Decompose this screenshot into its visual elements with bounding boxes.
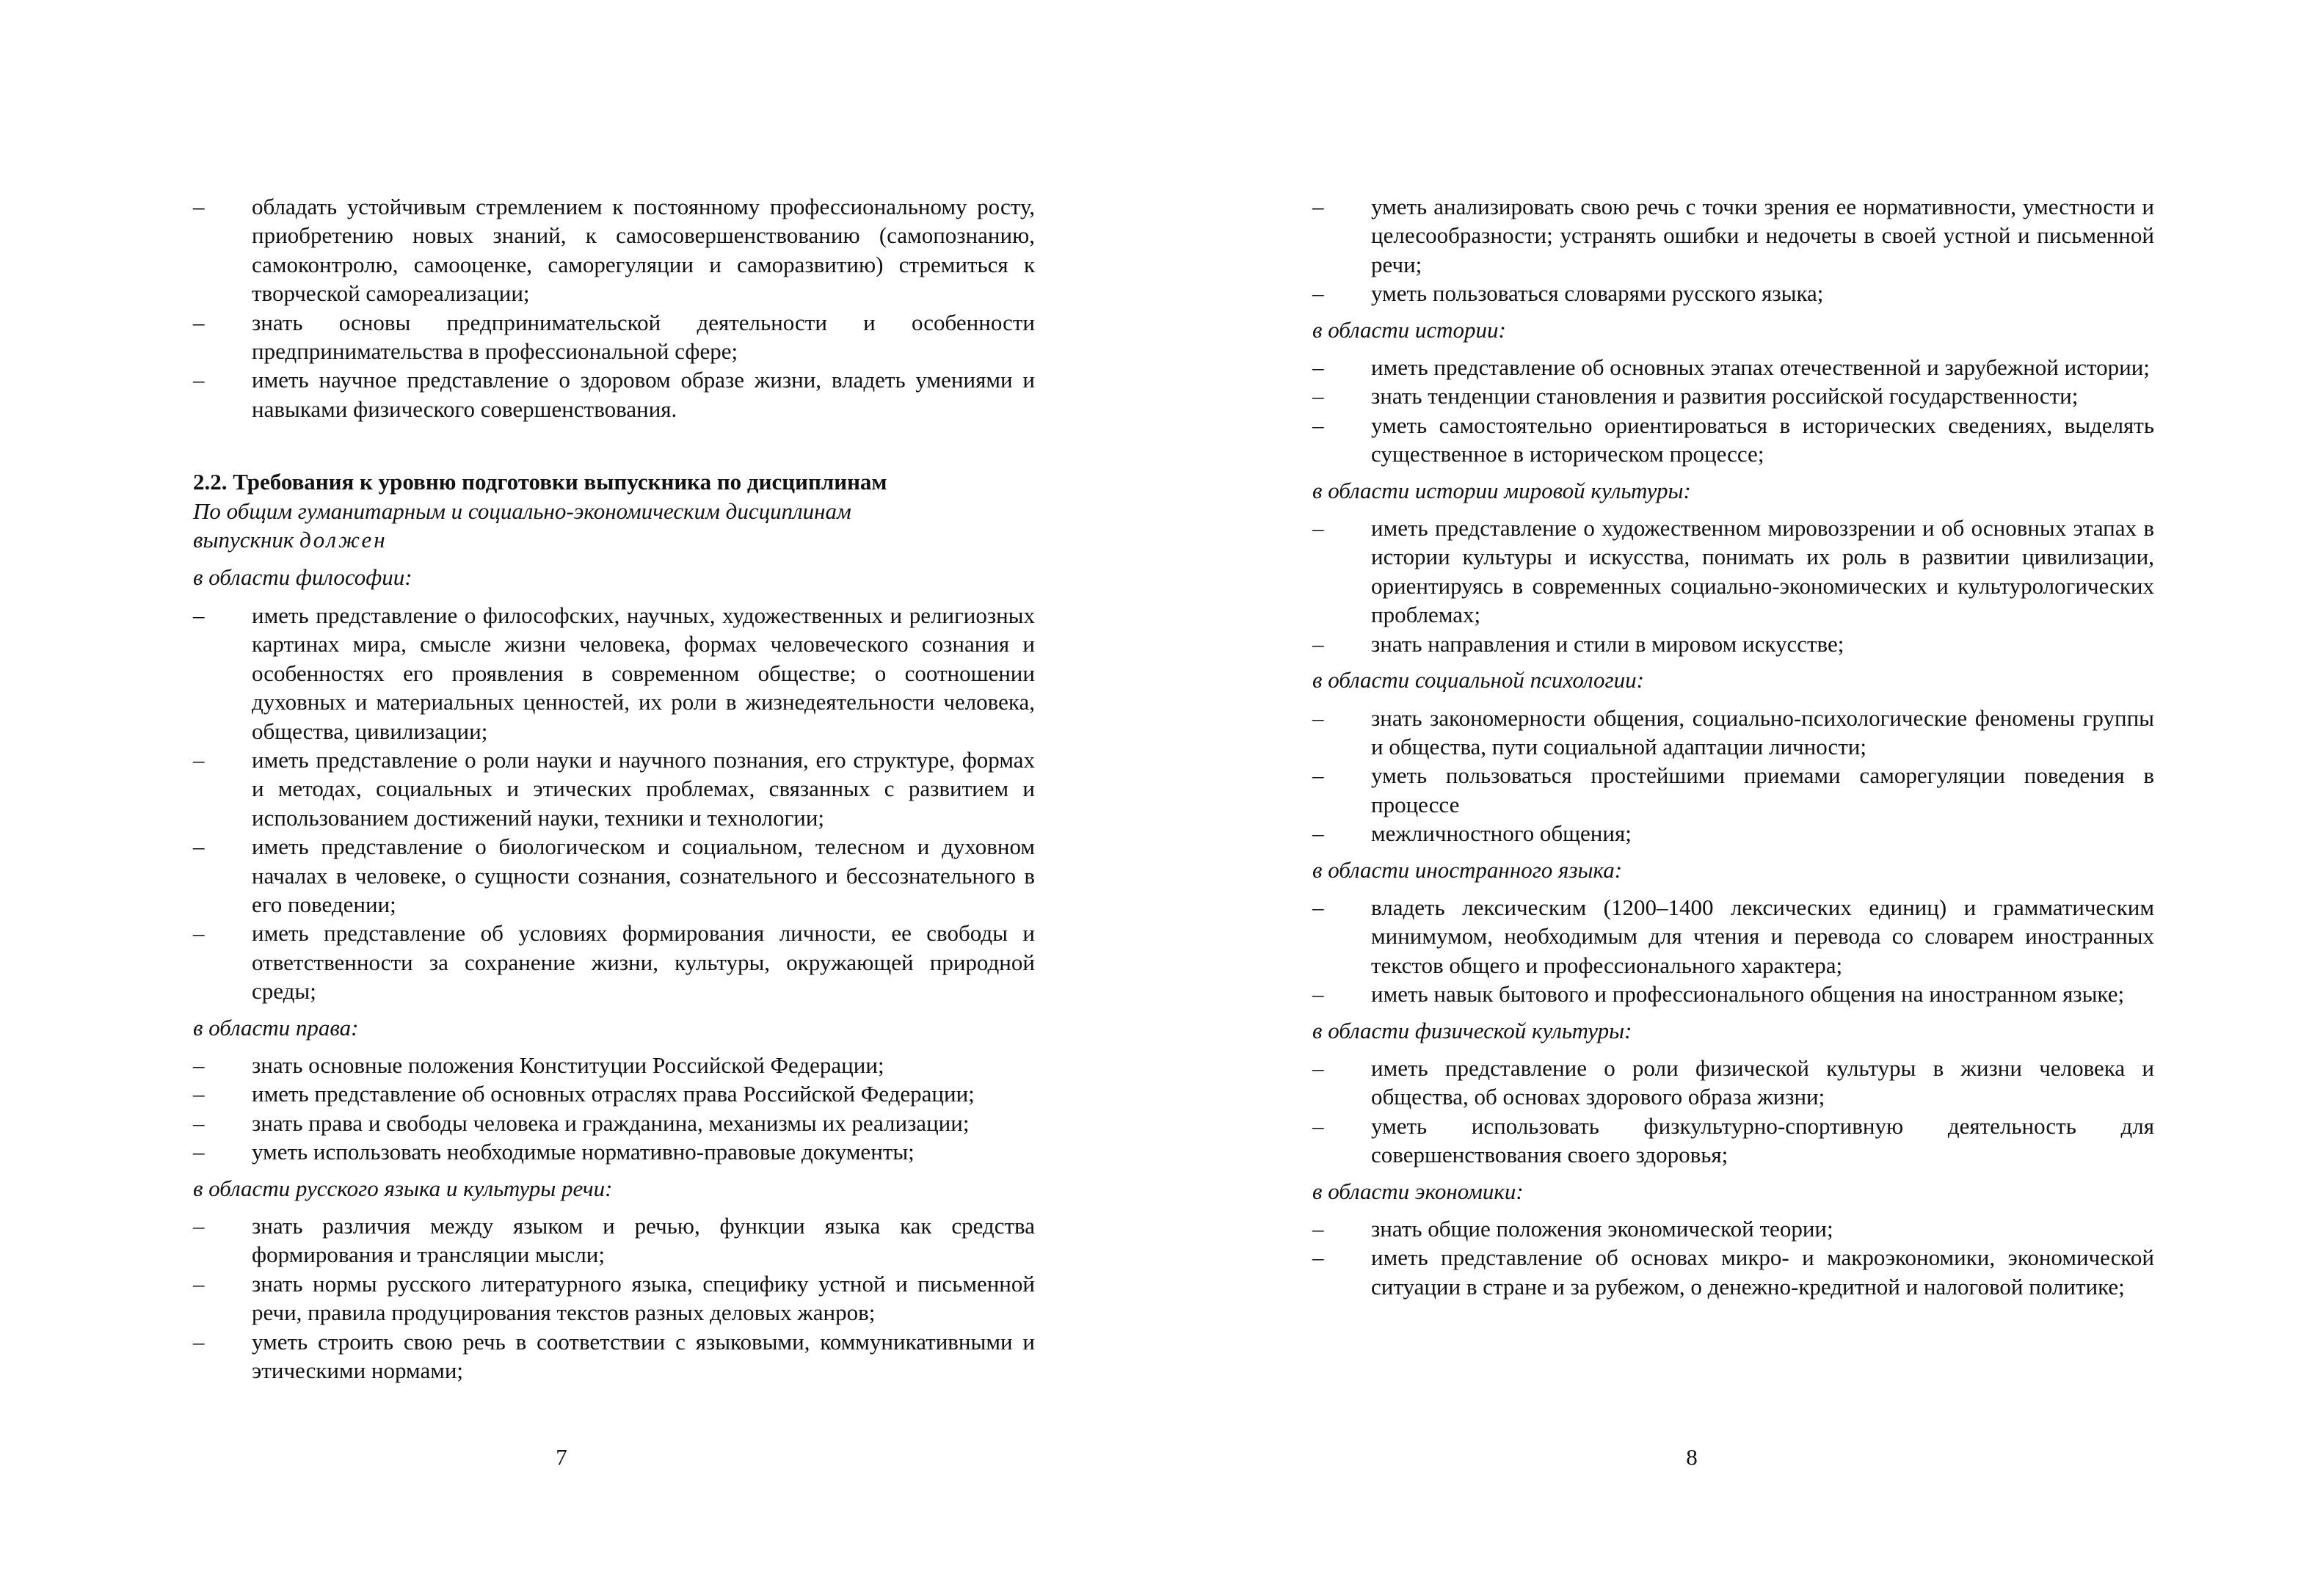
dash-bullet: – <box>1312 515 1324 542</box>
russian-list <box>193 1211 1035 1385</box>
dash-bullet: – <box>1312 1245 1324 1271</box>
economics-title: в области экономики: <box>1312 1178 1524 1204</box>
intro-list <box>1312 192 2154 308</box>
physical-culture-title: в области физической культуры: <box>1312 1017 1632 1043</box>
dash-bullet: – <box>193 1213 205 1239</box>
list-item: – иметь представление о роли науки и научного познания, его структуре, формах и методах, социальных и этических проблемах, связанных с развитием и использованием достижений науки, техники и технологии; <box>193 746 1035 831</box>
list-item: – иметь представление о философских, научных, художественных и религиозных картинах мира, смысле жизни человека, формах человеческого сознания и особенностях его проявления в современном обществе; о соотношении духовных и материальных ценностей, их роли в жизнедеятельности человека, общества, цивилизации; <box>193 602 1035 744</box>
list-item: – межличностного общения; <box>1312 819 2154 848</box>
foreign-language-title: в области иностранного языка: <box>1312 856 1623 883</box>
philosophy-list <box>193 601 1035 1006</box>
list-item: – знать общие положения экономической теории; <box>1312 1214 2154 1243</box>
page-number: 7 <box>556 1444 567 1470</box>
list-item: – знать закономерности общения, социально-психологические феномены группы и общества, пути социальной адаптации личности; <box>1312 704 2154 759</box>
dash-bullet: – <box>193 1328 205 1355</box>
list-item: – иметь представление об основных этапах отечественной и зарубежной истории; <box>1312 353 2154 382</box>
section-subheading: По общим гуманитарным и социально-экономическим дисциплинам <box>193 498 851 524</box>
dash-bullet: – <box>193 920 205 947</box>
list-item: – обладать устойчивым стремлением к постоянному профессиональному росту, приобретению новых знаний, к самосовершенствованию (самопознанию, самоконтролю, самооценке, саморегуляции и саморазвитию) стремиться к творческой самореализации; <box>193 194 1035 307</box>
foreign-language-list <box>1312 893 2154 1009</box>
section-heading: 2.2. Требования к уровню подготовки выпускника по дисциплинам <box>193 469 887 495</box>
law-list <box>193 1051 1035 1167</box>
history-title: в области истории: <box>1312 316 1506 343</box>
list-item: – иметь представление о художественном мировоззрении и об основных этапах в истории культуры и искусства, понимать их роль в развитии цивилизации, ориентируясь в современных социально-экономических и культурологических проблемах; <box>1312 515 2154 628</box>
dash-bullet: – <box>193 309 205 335</box>
physical-culture-list <box>1312 1054 2154 1170</box>
dash-bullet: – <box>193 194 205 219</box>
dash-bullet: – <box>1312 412 1324 438</box>
list-item: – знать направления и стили в мировом искусстве; <box>1312 630 2154 658</box>
dash-bullet: – <box>1312 630 1324 657</box>
dash-bullet: – <box>1312 704 1324 731</box>
dash-bullet: – <box>193 1109 205 1136</box>
dash-bullet: – <box>193 602 205 628</box>
dash-bullet: – <box>193 1081 205 1107</box>
list-item: – знать различия между языком и речью, функции языка как средства формирования и трансляции мысли; <box>193 1213 1035 1268</box>
dash-bullet: – <box>1312 1216 1324 1242</box>
left-page-content <box>193 192 1035 1385</box>
world-culture-list <box>1312 514 2154 658</box>
list-item: – знать основы предпринимательской деятельности и особенности предпринимательства в профессиональной сфере; <box>193 309 1035 365</box>
list-item: – уметь использовать физкультурно-спортивную деятельность для совершенствования своего здоровья; <box>1312 1112 2154 1168</box>
list-item: – уметь строить свою речь в соответствии с языковыми, коммуникативными и этическими нормами; <box>193 1328 1035 1384</box>
list-item: – уметь использовать необходимые нормативно-правовые документы; <box>193 1137 1035 1166</box>
dash-bullet: – <box>1312 383 1324 409</box>
list-item: – иметь представление об условиях формирования личности, ее свободы и ответственности за сохранение жизни, культуры, окружающей природной среды; <box>193 920 1035 1005</box>
list-item: – уметь самостоятельно ориентироваться в исторических сведениях, выделять существенное в историческом процессе; <box>1312 412 2154 467</box>
dash-bullet: – <box>1312 820 1324 847</box>
dash-bullet: – <box>1312 354 1324 381</box>
list-item: – знать нормы русского литературного языка, специфику устной и письменной речи, правила продуцирования текстов разных деловых жанров; <box>193 1270 1035 1326</box>
world-culture-title: в области истории мировой культуры: <box>1312 477 1691 503</box>
russian-title: в области русского языка и культуры речи: <box>193 1175 613 1201</box>
economics-list <box>1312 1214 2154 1301</box>
dash-bullet: – <box>1312 762 1324 789</box>
dash-bullet: – <box>193 1052 205 1078</box>
dash-bullet: – <box>193 1270 205 1297</box>
list-item: – иметь научное представление о здоровом образе жизни, владеть умениями и навыками физического совершенствования. <box>193 367 1035 422</box>
page-number: 8 <box>1686 1444 1698 1470</box>
dash-bullet: – <box>193 1139 205 1165</box>
dash-bullet: – <box>1312 1112 1324 1139</box>
philosophy-title: в области философии: <box>193 564 412 591</box>
dash-bullet: – <box>1312 194 1324 219</box>
list-item: – иметь представление о роли физической культуры в жизни человека и общества, об основах здорового образа жизни; <box>1312 1054 2154 1110</box>
right-page-content <box>1312 192 2154 1301</box>
dash-bullet: – <box>193 367 205 393</box>
list-item: – уметь анализировать свою речь с точки зрения ее нормативности, уместности и целесообразности; устранять ошибки и недочеты в своей устной и письменной речи; <box>1312 194 2154 277</box>
intro-list <box>193 192 1035 423</box>
dash-bullet: – <box>1312 981 1324 1007</box>
graduate-line: выпускник должен <box>193 527 388 553</box>
list-item: – иметь навык бытового и профессионального общения на иностранном языке; <box>1312 980 2154 1008</box>
list-item: – иметь представление об основных отраслях права Российской Федерации; <box>193 1079 1035 1108</box>
dash-bullet: – <box>1312 280 1324 307</box>
law-title: в области права: <box>193 1014 359 1041</box>
list-item: – иметь представление о биологическом и социальном, телесном и духовном началах в человеке, о сущности сознания, сознательного и бессознательного в его поведении; <box>193 834 1035 917</box>
dash-bullet: – <box>1312 894 1324 920</box>
list-item: – знать права и свободы человека и гражданина, механизмы их реализации; <box>193 1109 1035 1137</box>
list-item: – уметь пользоваться простейшими приемами саморегуляции поведения в процессе <box>1312 762 2154 817</box>
list-item: – владеть лексическим (1200–1400 лексических единиц) и грамматическим минимумом, необходимым для чтения и перевода со словарем иностранных текстов общего и профессионального характера; <box>1312 894 2154 978</box>
social-psychology-list <box>1312 704 2154 848</box>
list-item: – иметь представление об основах микро- и макроэкономики, экономической ситуации в стране и за рубежом, о денежно-кредитной и налоговой политике; <box>1312 1245 2154 1300</box>
list-item: – уметь пользоваться словарями русского языка; <box>1312 279 2154 307</box>
list-item: – знать тенденции становления и развития российской государственности; <box>1312 382 2154 410</box>
dash-bullet: – <box>1312 1054 1324 1081</box>
list-item: – знать основные положения Конституции Российской Федерации; <box>193 1051 1035 1079</box>
dash-bullet: – <box>193 834 205 860</box>
dash-bullet: – <box>193 746 205 773</box>
social-psychology-title: в области социальной психологии: <box>1312 667 1644 693</box>
right-page <box>1156 0 2312 1596</box>
history-list <box>1312 353 2154 469</box>
